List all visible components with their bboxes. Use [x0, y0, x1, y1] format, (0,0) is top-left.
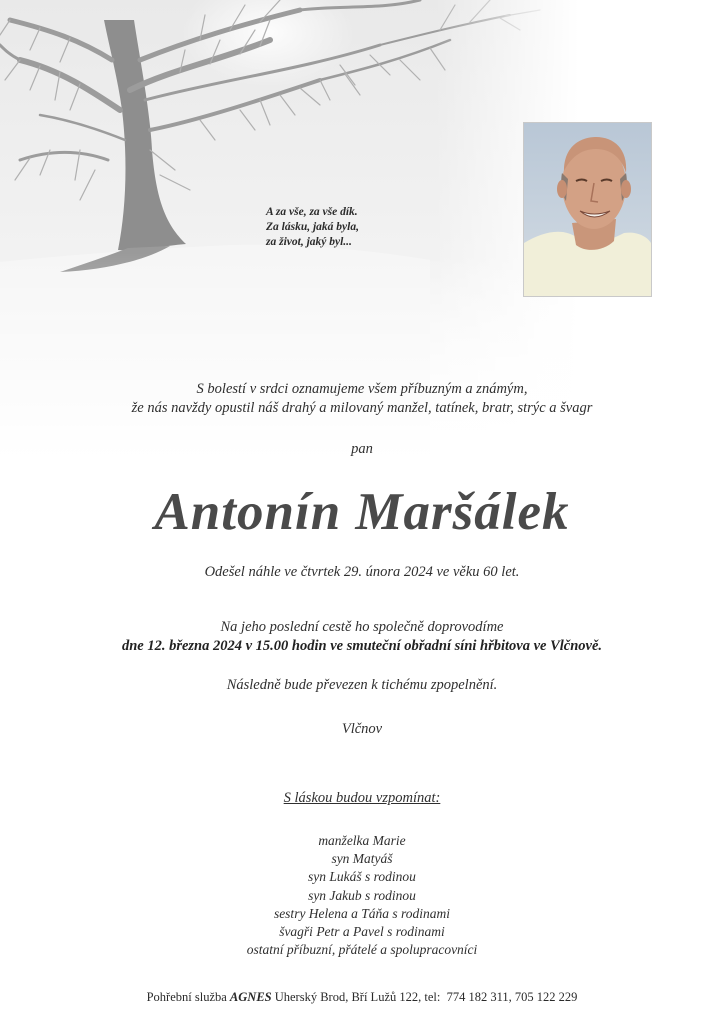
- mourner-item: ostatní příbuzní, přátelé a spolupracovníci: [246, 942, 478, 958]
- funeral-service-footer: [0, 990, 724, 1005]
- funeral-intro: Na jeho poslední cestě ho společně doprovodíme: [220, 619, 504, 635]
- mourner-item: manželka Marie: [318, 833, 406, 848]
- mourner-item: syn Matyáš: [331, 851, 393, 867]
- quote-line: za život, jaký byl...: [266, 236, 352, 248]
- quote-line: A za vše, za vše dík.: [266, 206, 358, 218]
- footer-prefix: Pohřební služba: [146, 990, 227, 1004]
- mourner-item: sestry Helena a Táňa s rodinami: [273, 905, 451, 921]
- mourners-heading: S láskou budou vzpomínat:: [283, 790, 441, 806]
- footer-company: AGNES: [229, 990, 272, 1004]
- announcement-intro: [0, 380, 724, 418]
- portrait-image: [524, 123, 651, 296]
- mourner-item: syn Jakub s rodinou: [308, 887, 416, 903]
- portrait-photo: [523, 122, 652, 297]
- announcement-line: že nás navždy opustil náš drahý a milovaný manžel, tatínek, bratr, strýc a švagr: [131, 400, 593, 416]
- quote-line: Za lásku, jaká byla,: [266, 221, 359, 233]
- death-notice: Odešel náhle ve čtvrtek 29. února 2024 ve věku 60 let.: [204, 564, 520, 580]
- mourners-list: [0, 832, 724, 959]
- footer-phones: 774 182 311, 705 122 229: [446, 990, 578, 1004]
- cremation-notice: Následně bude převezen k tichému zpopelnění.: [226, 677, 498, 693]
- footer-address: Uherský Brod, Bří Lužů 122, tel:: [274, 990, 441, 1004]
- deceased-name: Antonín Maršálek: [154, 483, 570, 541]
- announcement-line: S bolestí v srdci oznamujeme všem příbuzným a známým,: [196, 381, 528, 397]
- honorific: pan: [351, 441, 373, 457]
- mourner-item: švagři Petr a Pavel s rodinami: [279, 924, 445, 940]
- memorial-quote: [266, 205, 406, 250]
- town-name: Vlčnov: [341, 721, 383, 737]
- mourner-item: syn Lukáš s rodinou: [308, 869, 416, 885]
- funeral-details: dne 12. března 2024 v 15.00 hodin ve smuteční obřadní síni hřbitova ve Vlčnově.: [121, 638, 603, 654]
